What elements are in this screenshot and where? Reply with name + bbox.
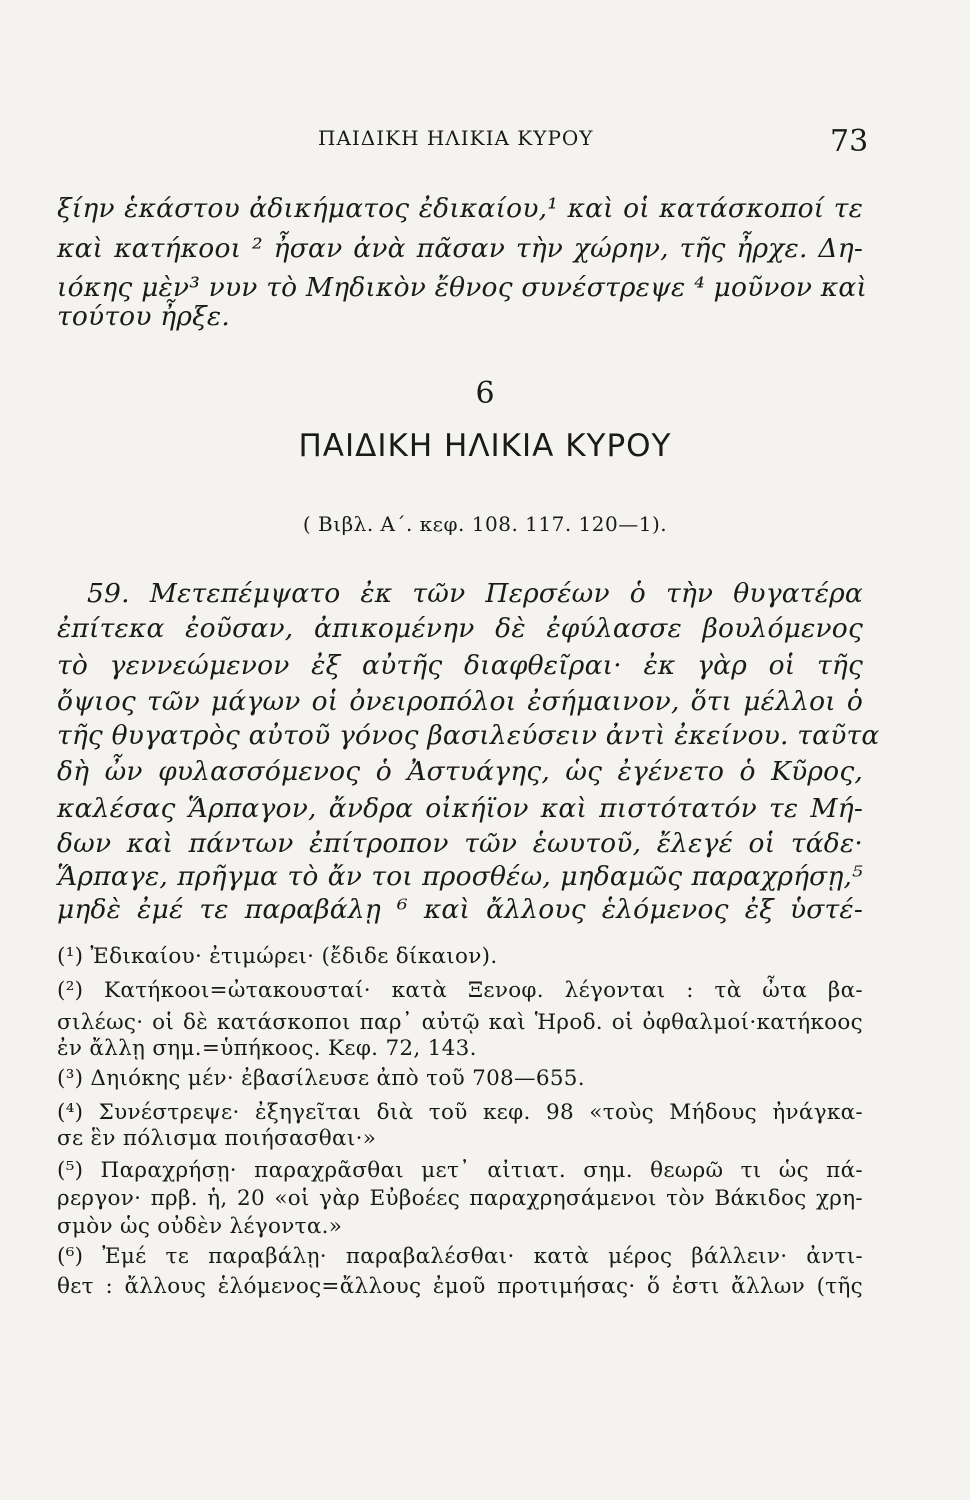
- footnote: (⁵) Παραχρήσῃ· παραχρᾶσθαι μετ᾽ αἰτιατ. σημ. θεωρῶ τι ὡς πά-: [57, 1158, 863, 1183]
- text-line: τούτου ἦρξε.: [57, 301, 230, 332]
- footnote: (⁴) Συνέστρεψε· ἐξηγεῖται διὰ τοῦ κεφ. 98 «τοὺς Μήδους ἠνάγκα-: [57, 1100, 863, 1125]
- text-line: 59. Μετεπέμψατο ἐκ τῶν Περσέων ὁ τὴν θυγατέρα: [87, 578, 863, 609]
- text-line: ἐπίτεκα ἐοῦσαν, ἀπικομένην δὲ ἐφύλασσε βουλόμενος: [57, 613, 863, 644]
- footnote: (¹) Ἐδικαίου· ἐτιμώρει· (ἔδιδε δίκαιον).: [57, 944, 498, 969]
- footnote-continuation: σε ἓν πόλισμα ποιήσασθαι·»: [57, 1126, 377, 1151]
- footnote: (⁶) Ἐμέ τε παραβάλῃ· παραβαλέσθαι· κατὰ μέρος βάλλειν· ἀντι-: [57, 1244, 863, 1269]
- text-line: δων καὶ πάντων ἐπίτροπον τῶν ἑωυτοῦ, ἔλεγέ οἱ τάδε·: [57, 828, 863, 859]
- text-line: καὶ κατήκοοι ² ἦσαν ἀνὰ πᾶσαν τὴν χώρην, τῆς ἦρχε. Δη-: [57, 233, 863, 264]
- text-line: ξίην ἑκάστου ἀδικήματος ἐδικαίου,¹ καὶ οἱ κατάσκοποί τε: [57, 193, 863, 224]
- page-number: 73: [830, 124, 869, 159]
- footnote-continuation: ἐν ἄλλῃ σημ.=ὑπήκοος. Κεφ. 72, 143.: [57, 1036, 477, 1061]
- text-line: Ἅρπαγε, πρῆγμα τὸ ἄν τοι προσθέω, μηδαμῶς παραχρήσῃ,⁵: [57, 861, 863, 892]
- footnote: (³) Δηιόκης μέν· ἐβασίλευσε ἀπὸ τοῦ 708—655.: [57, 1066, 585, 1091]
- text-line: καλέσας Ἅρπαγον, ἄνδρα οἰκήϊον καὶ πιστότατόν τε Μή-: [57, 793, 863, 824]
- chapter-title: ΠΑΙΔΙΚΗ ΗΛΙΚΙΑ ΚΥΡΟΥ: [298, 428, 672, 464]
- footnote-continuation: θετ : ἄλλους ἑλόμενος=ἄλλους ἐμοῦ προτιμήσας· ὅ ἐστι ἄλλων (τῆς: [57, 1274, 863, 1299]
- running-head: ΠΑΙΔΙΚΗ ΗΛΙΚΙΑ ΚΥΡΟΥ: [318, 126, 594, 150]
- footnote-continuation: σμὸν ὡς οὐδὲν λέγοντα.»: [57, 1214, 343, 1239]
- footnote: (²) Κατήκοοι=ὠτακουσταί· κατὰ Ξενοφ. λέγονται : τὰ ὦτα βα-: [57, 978, 863, 1003]
- text-line: τὸ γεννεώμενον ἐξ αὐτῆς διαφθεῖραι· ἐκ γὰρ οἱ τῆς: [57, 650, 863, 681]
- text-line: δὴ ὦν φυλασσόμενος ὁ Ἀστυάγης, ὡς ἐγένετο ὁ Κῦρος,: [57, 756, 863, 787]
- text-line: ὄψιος τῶν μάγων οἱ ὀνειροπόλοι ἐσήμαινον, ὅτι μέλλοι ὁ: [57, 686, 863, 717]
- section-number: 6: [475, 376, 495, 411]
- text-line: μηδὲ ἐμέ τε παραβάλῃ ⁶ καὶ ἄλλους ἑλόμενος ἐξ ὑστέ-: [57, 894, 863, 925]
- source-citation: ( Βιβλ. Α΄. κεφ. 108. 117. 120—1).: [302, 512, 668, 536]
- footnote-continuation: ρεργον· πρβ. ἡ, 20 «οἱ γὰρ Εὐβοέες παραχρησάμενοι τὸν Βάκιδος χρη-: [57, 1186, 863, 1211]
- footnote-continuation: σιλέως· οἱ δὲ κατάσκοποι παρ᾽ αὐτῷ καὶ Ἡροδ. οἱ ὀφθαλμοί·κατήκοος: [57, 1010, 863, 1035]
- text-line: τῆς θυγατρὸς αὐτοῦ γόνος βασιλεύσειν ἀντὶ ἐκείνου. ταῦτα: [57, 720, 880, 751]
- text-line: ιόκης μὲν³ νυν τὸ Μηδικὸν ἔθνος συνέστρεψε ⁴ μοῦνον καὶ: [57, 272, 868, 303]
